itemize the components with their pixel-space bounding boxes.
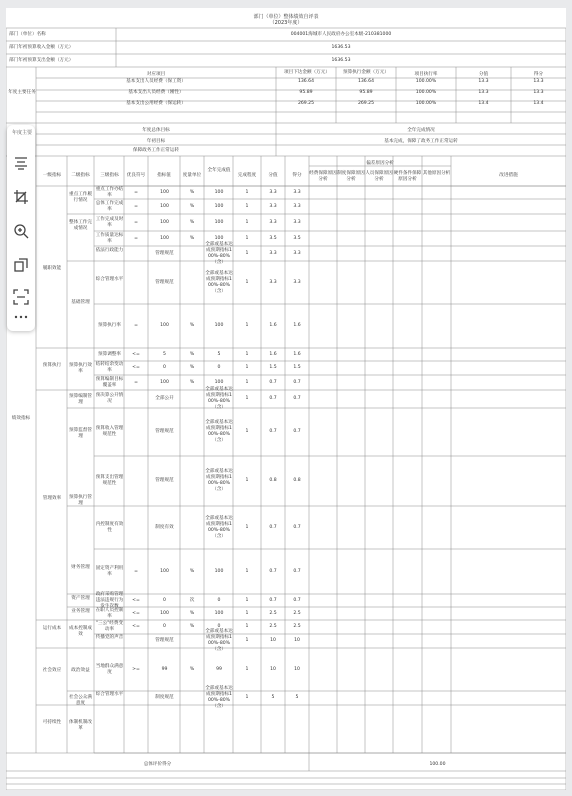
document-subtitle: （2023年度）	[269, 20, 303, 26]
l2-label: 基础管理	[71, 300, 90, 305]
perf-get: 0.7	[293, 429, 301, 434]
perf-get: 5	[295, 695, 299, 700]
perf-get: 0.7	[293, 568, 301, 574]
perf-done: 全部或基本达成预期指标100%-80%（含）	[205, 686, 233, 709]
task-rate: 100.00%	[415, 101, 437, 106]
crop-icon[interactable]	[11, 187, 31, 207]
perf-op: =	[134, 189, 138, 195]
perf-l3: 预算编制目标覆盖率	[95, 376, 124, 388]
tasks-section-label: 年度主要任务	[8, 90, 36, 95]
perf-get: 1.6	[293, 323, 301, 328]
perf-unit: %	[189, 610, 195, 616]
perf-val: 100	[160, 568, 169, 574]
perf-degree: 1	[245, 666, 249, 672]
task-plan: 95.89	[299, 90, 313, 95]
perf-get: 1.6	[293, 351, 301, 357]
tasks-col-exec: 预算执行金额（万元）	[343, 70, 389, 75]
perf-h-val: 指标值	[157, 173, 171, 178]
perf-unit: %	[189, 235, 195, 241]
perf-h-r1: 经费保障原因分析	[309, 171, 337, 182]
goals-goal-label: 年初目标	[146, 139, 166, 144]
perf-score: 0.7	[269, 429, 277, 434]
l1-label: 社会效应	[42, 668, 62, 673]
perf-degree: 1	[245, 568, 249, 574]
perf-score: 3.3	[269, 250, 277, 256]
perf-get: 0.7	[293, 597, 301, 603]
perf-unit: %	[189, 379, 195, 385]
perf-degree: 1	[245, 219, 249, 225]
perf-l3: 综合管理水平	[95, 692, 124, 697]
perf-l3: 内控制度有效性	[95, 521, 124, 533]
perf-h-l2: 二级指标	[71, 173, 90, 178]
perf-l3: 工作质量达标率	[95, 232, 124, 244]
perf-score: 3.3	[269, 203, 277, 209]
perf-get: 1.5	[293, 365, 301, 370]
perf-degree: 1	[245, 396, 249, 401]
perf-val: 管理规范	[155, 429, 174, 434]
perf-done: 全部或基本达成预期指标100%-80%（含）	[205, 469, 233, 492]
rotate-icon[interactable]	[11, 255, 31, 275]
perf-unit: %	[189, 323, 195, 328]
perf-score: 1.5	[269, 365, 277, 370]
perf-h-get: 得分	[292, 173, 302, 178]
l2-label: 整体工作完成情况	[69, 220, 92, 231]
perf-done: 100	[214, 568, 224, 574]
perf-l3: 预决算公开情况	[95, 393, 124, 404]
perf-val: 100	[160, 189, 169, 195]
perf-h-r3: 人员保障原因分析	[365, 171, 393, 182]
perf-get: 0.8	[293, 478, 301, 483]
perf-done: 100	[214, 203, 224, 209]
l2-label: 财务管理	[71, 565, 90, 570]
perf-l3: 固定资产利用率	[95, 565, 124, 577]
l1-label: 履职效能	[42, 266, 62, 271]
perf-l3: 结转结余变动率	[95, 362, 124, 373]
perf-done: 99	[216, 666, 222, 672]
perf-done: 100	[214, 379, 224, 385]
perf-h-op: 优良符号	[126, 173, 146, 178]
l2-label: 政治效益	[71, 668, 90, 673]
perf-degree: 1	[245, 323, 249, 328]
task-rate: 100.00%	[415, 79, 437, 84]
perf-done: 0	[217, 624, 221, 629]
task-item: 基本支出人员经费（刚性）	[128, 90, 184, 95]
perf-unit: 次	[189, 597, 195, 603]
perf-l3: 重点工作办结率	[95, 186, 124, 198]
perf-done: 100	[214, 610, 224, 616]
perf-degree: 1	[245, 203, 249, 209]
perf-degree: 1	[245, 351, 249, 357]
goals-done-text: 基本完成，保障了政务工作正常运转	[384, 139, 458, 144]
perf-get: 2.5	[293, 624, 301, 629]
perf-l3: 工作完成及时率	[95, 216, 124, 228]
perf-val: 100	[160, 323, 169, 328]
perf-val: 100	[160, 219, 169, 225]
perf-degree: 1	[245, 429, 249, 434]
perf-h-unit: 度量单位	[182, 173, 202, 178]
l1-label: 可持续性	[42, 720, 62, 725]
more-icon[interactable]	[11, 307, 31, 327]
tasks-col-plan: 项目下达金额（万元）	[284, 70, 330, 75]
perf-op: =	[134, 203, 138, 209]
tasks-col-score: 分值	[478, 72, 489, 77]
tasks-col-item: 对应项目	[146, 72, 166, 77]
perf-get: 10	[294, 666, 300, 672]
task-exec: 95.89	[359, 90, 373, 95]
l2-label: 成本控制成效	[69, 626, 92, 637]
l2-label: 预算监督管理	[69, 428, 92, 439]
perf-l3: 传播党的声音	[95, 635, 124, 640]
perf-l3: 综合管理水平	[95, 276, 124, 282]
perf-degree: 1	[245, 695, 249, 700]
perf-val: 管理规范	[155, 250, 174, 256]
perf-val: 管理规范	[155, 478, 174, 483]
perf-h-r4: 硬件条件保障原因分析	[393, 171, 422, 182]
perf-val: 制度有效	[155, 524, 174, 530]
perf-get: 3.5	[293, 235, 301, 241]
perf-op: <=	[132, 351, 140, 357]
perf-score: 10	[270, 666, 276, 672]
task-score: 13.4	[478, 101, 489, 106]
perf-val: 制度规范	[155, 695, 174, 700]
perf-degree: 1	[245, 235, 249, 241]
perf-get: 3.3	[293, 189, 301, 195]
perf-done: 全部或基本达成预期指标100%-80%（含）	[205, 629, 233, 652]
perf-side-label: 绩效指标	[11, 416, 31, 421]
perf-unit: %	[189, 365, 195, 370]
perf-score: 0.7	[269, 568, 277, 574]
task-exec: 136.64	[357, 79, 375, 84]
perf-op: =	[134, 323, 138, 328]
perf-l3: 依法行政能力	[95, 247, 124, 253]
perf-l3: 预算收入管理规范性	[95, 426, 124, 437]
perf-score: 0.7	[269, 379, 277, 385]
perf-score: 2.5	[269, 610, 277, 616]
task-item: 基本支出人员经费（保工资）	[126, 79, 186, 84]
perf-score: 2.5	[269, 624, 277, 629]
l2-label: 资产管理	[71, 596, 90, 601]
perf-h-degree: 完成程度	[237, 173, 257, 178]
perf-op: >=	[132, 666, 140, 672]
perf-val: 0	[163, 624, 166, 629]
task-exec: 269.25	[357, 101, 375, 106]
l2-label: 预算执行管理	[69, 495, 92, 506]
task-item: 基本支出公用经费（保运转）	[126, 101, 186, 106]
perf-get: 10	[294, 638, 300, 643]
document-title: 部门（单位）整体绩效自评表	[253, 14, 319, 20]
perf-done: 全部或基本达成预期指标100%-80%（含）	[205, 270, 233, 294]
perf-done: 0	[217, 365, 221, 370]
task-get: 13.3	[533, 90, 544, 95]
perf-done: 全部或基本达成预期指标100%-80%（含）	[205, 241, 233, 265]
perf-get: 0.7	[293, 524, 301, 530]
perf-l3: "三公"经费变动率	[95, 621, 124, 632]
l2-label: 预算执行效率	[69, 363, 92, 374]
perf-degree: 1	[245, 379, 249, 385]
perf-degree: 1	[245, 624, 249, 629]
perf-l3: 预算执行率	[98, 323, 121, 328]
task-get: 13.4	[533, 101, 544, 106]
floating-toolbar	[7, 125, 35, 331]
perf-l3: 当地群众满意度	[95, 663, 124, 675]
l1-label: 预算执行	[42, 363, 62, 368]
perf-op: =	[134, 219, 138, 225]
l1-label: 运行成本	[42, 626, 62, 631]
perf-op: <=	[132, 624, 140, 629]
perf-done: 100	[214, 219, 224, 225]
perf-score: 1.6	[269, 323, 277, 328]
total-value: 100.00	[429, 762, 446, 767]
document-page	[6, 8, 566, 790]
budget-in-label: 部门年初预算收入金额（万元）	[9, 45, 74, 50]
perf-get: 2.5	[293, 610, 301, 616]
perf-l3: 在职人员控制率	[95, 607, 124, 619]
perf-degree: 1	[245, 597, 249, 603]
perf-score: 5	[271, 695, 275, 700]
perf-l3: 总体工作完成率	[95, 200, 124, 212]
l2-label: 体制机制改革	[69, 720, 92, 731]
perf-score: 3.3	[269, 219, 277, 225]
perf-done: 100	[214, 235, 224, 241]
perf-op: <=	[132, 610, 140, 616]
align-icon[interactable]	[11, 153, 31, 173]
perf-unit: %	[189, 219, 195, 225]
perf-degree: 1	[245, 524, 249, 530]
task-plan: 136.64	[297, 79, 315, 84]
perf-done: 全部或基本达成预期指标100%-80%（含）	[205, 515, 233, 539]
task-rate: 100.00%	[415, 90, 437, 95]
perf-h-fix: 改进措施	[499, 173, 518, 178]
perf-l3: 预算支出管理规范性	[95, 475, 124, 486]
perf-done: 100	[214, 323, 224, 328]
perf-score: 3.3	[269, 189, 277, 195]
perf-degree: 1	[245, 610, 249, 616]
task-score: 13.3	[478, 79, 489, 84]
task-get: 13.3	[533, 79, 544, 84]
budget-out-label: 部门年初预算支出金额（万元）	[9, 58, 74, 63]
perf-done: 全部或基本达成预期指标100%-80%（含）	[205, 420, 233, 443]
perf-get: 3.3	[293, 219, 301, 225]
perf-h-l1: 一级指标	[42, 173, 62, 178]
perf-degree: 1	[245, 189, 249, 195]
tasks-col-rate: 项目执行率	[414, 72, 438, 77]
perf-val: 100	[160, 203, 169, 209]
perf-h-r2: 制度保障原因分析	[337, 171, 365, 182]
perf-score: 0.8	[269, 478, 277, 483]
task-score: 13.3	[478, 90, 489, 95]
perf-degree: 1	[245, 638, 249, 643]
perf-op: <=	[132, 365, 140, 370]
perf-unit: %	[189, 351, 195, 357]
perf-get: 0.7	[293, 379, 301, 385]
perf-op: =	[134, 235, 138, 241]
l2-label: 重点工作履行情况	[69, 192, 92, 203]
perf-unit: %	[189, 624, 195, 629]
perf-val: 5	[163, 351, 166, 357]
perf-h-done: 全年完成值	[207, 168, 231, 173]
scan-icon[interactable]	[11, 287, 31, 307]
perf-done: 100	[214, 189, 224, 195]
perf-val: 100	[160, 379, 169, 385]
perf-degree: 1	[245, 365, 249, 370]
zoom-in-icon[interactable]	[11, 221, 31, 241]
perf-score: 0.7	[269, 597, 277, 603]
perf-val: 100	[160, 610, 169, 616]
perf-score: 1.6	[269, 351, 277, 357]
perf-degree: 1	[245, 279, 249, 285]
perf-degree: 1	[245, 478, 249, 483]
perf-unit: %	[189, 666, 195, 672]
perf-unit: %	[189, 568, 195, 574]
l2-label: 社会公众满意度	[69, 695, 92, 706]
perf-unit: %	[189, 203, 195, 209]
total-label: 总体评价得分	[143, 762, 172, 767]
perf-val: 99	[161, 666, 168, 672]
perf-get: 3.3	[293, 250, 301, 256]
perf-score: 10	[270, 638, 276, 643]
perf-score: 3.3	[269, 279, 277, 285]
perf-val: 100	[160, 235, 169, 241]
goals-goal-text: 保障政务工作正常运转	[133, 148, 179, 153]
budget-out-value: 1636.53	[331, 58, 351, 63]
perf-get: 3.3	[293, 279, 301, 285]
budget-in-value: 1636.53	[331, 45, 351, 50]
perf-h-reason: 偏差原因分析	[366, 161, 394, 166]
perf-h-l3: 三级指标	[100, 173, 119, 178]
perf-h-score: 分值	[268, 173, 278, 178]
perf-done: 5	[217, 351, 221, 357]
l2-label: 业务管理	[71, 609, 90, 614]
unit-name-label: 部门（单位）名称	[9, 32, 46, 37]
unit-name-value: 004001海城市人民政府办公室本级-210381000	[290, 32, 392, 37]
perf-degree: 1	[245, 250, 249, 256]
perf-score: 0.7	[269, 396, 277, 401]
perf-h-r5: 其他原因分析	[422, 171, 451, 176]
l1-label: 管理效率	[42, 496, 62, 501]
perf-get: 0.7	[293, 396, 301, 401]
goals-label: 年度总体目标	[142, 128, 170, 133]
l2-label: 预算编制管理	[69, 394, 92, 405]
perf-val: 全部公开	[155, 396, 174, 401]
perf-op: <=	[132, 597, 140, 603]
goals-done-label: 全年完成情况	[407, 128, 435, 133]
perf-done: 0	[217, 597, 221, 603]
perf-score: 0.7	[269, 524, 277, 530]
perf-unit: %	[189, 189, 195, 195]
perf-op: =	[134, 379, 138, 385]
perf-l3: 政府采购管理违法违规行为发生次数	[95, 591, 124, 609]
perf-val: 0	[163, 597, 166, 603]
perf-val: 管理规范	[155, 638, 174, 643]
perf-get: 3.3	[293, 203, 301, 209]
tasks-col-get: 得分	[533, 72, 544, 77]
task-plan: 269.25	[297, 101, 315, 106]
perf-val: 管理规范	[155, 279, 174, 285]
perf-score: 3.5	[269, 235, 277, 241]
perf-val: 0	[163, 365, 166, 370]
perf-l3: 预算调整率	[98, 351, 121, 357]
perf-done: 全部或基本达成预期指标100%-80%（含）	[205, 387, 233, 410]
perf-op: =	[134, 568, 138, 574]
toolbar-top-label: 年度主要	[11, 130, 32, 136]
